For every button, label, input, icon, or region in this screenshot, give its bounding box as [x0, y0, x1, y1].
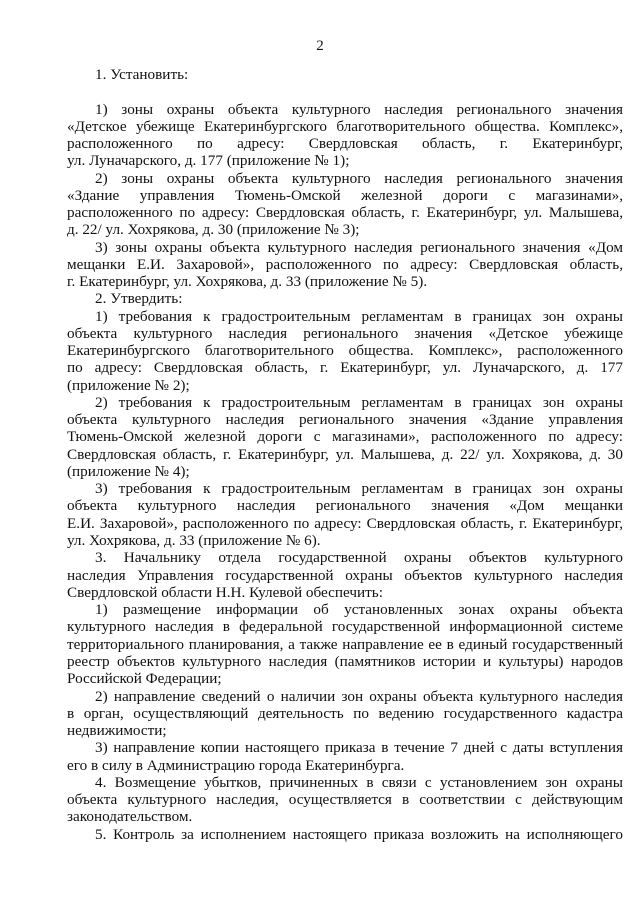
text-line: расположенного по адресу: Свердловская область, г. Екатеринбург, ул. Малышева, [67, 204, 623, 221]
text-line: мещанки Е.И. Захаровой», расположенного по адресу: Свердловская область, [67, 256, 623, 273]
text-line: расположенного по адресу: Свердловская область, г. Екатеринбург, [67, 135, 623, 152]
text-line: наследия Управления государственной охраны объектов культурного наследия [67, 567, 623, 584]
text-line: в орган, осуществляющий деятельность по ведению государственного кадастра [67, 705, 623, 722]
text-line: Свердловской области Н.Н. Кулевой обеспечить: [67, 584, 383, 601]
text-line: 5. Контроль за исполнением настоящего приказа возложить на исполняющего [95, 826, 623, 843]
text-line: законодательством. [67, 808, 193, 825]
text-line: г. Екатеринбург, ул. Хохрякова, д. 33 (приложение № 5). [67, 273, 428, 290]
text-line: 1) размещение информации об установленных зонах охраны объекта [95, 601, 623, 618]
text-line: 3) зоны охраны объекта культурного наследия регионального значения «Дом [95, 239, 623, 256]
text-line: 3. Начальнику отдела государственной охраны объектов культурного [95, 549, 623, 566]
text-line: ул. Луначарского, д. 177 (приложение № 1); [67, 152, 350, 169]
text-line: 2) направление сведений о наличии зон охраны объекта культурного наследия [95, 688, 623, 705]
text-line: реестр объектов культурного наследия (памятников истории и культуры) народов [67, 653, 623, 670]
text-line: культурного наследия в федеральной государственной информационной системе [67, 618, 623, 635]
text-line: 1) требования к градостроительным регламентам в границах зон охраны [95, 308, 623, 325]
text-line: его в силу в Администрацию города Екатеринбурга. [67, 757, 405, 774]
text-line: по адресу: Свердловская область, г. Екатеринбург, ул. Луначарского, д. 177 [67, 359, 623, 376]
text-line: объекта культурного наследия, осуществляется в соответствии с действующим [67, 791, 623, 808]
text-line: (приложение № 4); [67, 463, 190, 480]
text-line: 4. Возмещение убытков, причиненных в связи с установлением зон охраны [95, 774, 623, 791]
text-line: объекта культурного наследия регионального значения «Дом мещанки [67, 497, 623, 514]
text-line: ул. Хохрякова, д. 33 (приложение № 6). [67, 532, 321, 549]
text-line: 2) зоны охраны объекта культурного наследия регионального значения [95, 170, 623, 187]
text-line: 3) направление копии настоящего приказа в течение 7 дней с даты вступления [95, 739, 623, 756]
text-line: «Здание управления Тюмень-Омской железной дороги с магазинами», [67, 187, 623, 204]
text-line: объекта культурного наследия регионального значения «Здание управления [67, 411, 623, 428]
text-line: Свердловская область, г. Екатеринбург, ул. Малышева, д. 22/ ул. Хохрякова, д. 30 [67, 446, 623, 463]
text-line: Е.И. Захаровой», расположенного по адресу: Свердловская область, г. Екатеринбург, [67, 515, 623, 532]
text-line: 1. Установить: [95, 66, 189, 83]
text-line: 2. Утвердить: [95, 290, 183, 307]
text-line: недвижимости; [67, 722, 167, 739]
text-line: (приложение № 2); [67, 377, 190, 394]
text-line: объекта культурного наследия регионального значения «Детское убежище [67, 325, 623, 342]
text-line: 2) требования к градостроительным регламентам в границах зон охраны [95, 394, 623, 411]
text-line: 1) зоны охраны объекта культурного наследия регионального значения [95, 101, 623, 118]
text-line: «Детское убежище Екатеринбургского благотворительного общества. Комплекс», [67, 118, 623, 135]
text-line: 3) требования к градостроительным регламентам в границах зон охраны [95, 480, 623, 497]
page-number: 2 [316, 38, 324, 54]
text-line: территориального планирования, а также направление ее в единый государственный [67, 636, 623, 653]
text-line: Российской Федерации; [67, 670, 222, 687]
text-line: Екатеринбургского благотворительного общества. Комплекс», расположенного [67, 342, 623, 359]
text-line: Тюмень-Омской железной дороги с магазинами», расположенного по адресу: [67, 428, 623, 445]
text-line: д. 22/ ул. Хохрякова, д. 30 (приложение № 3); [67, 221, 360, 238]
